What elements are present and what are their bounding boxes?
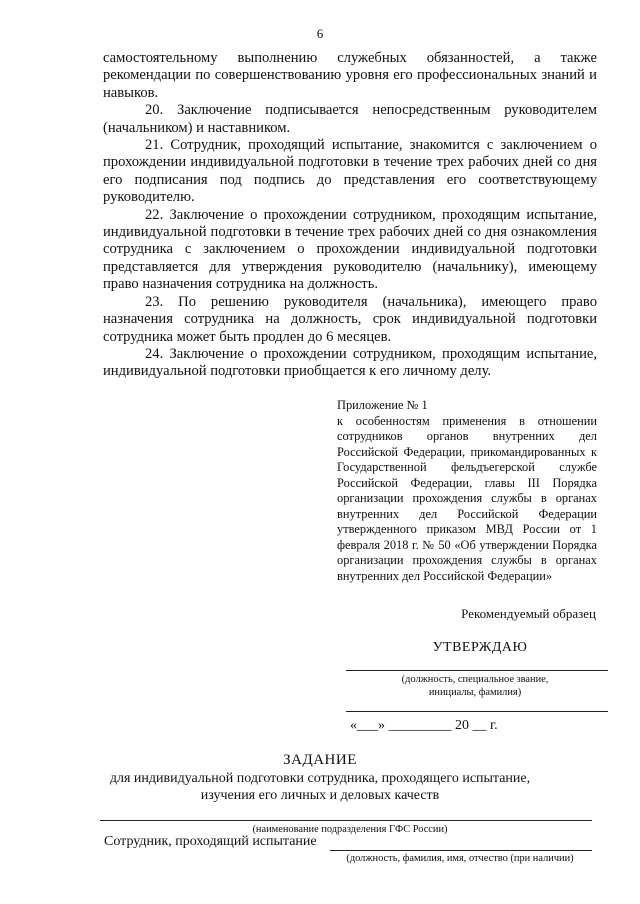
sample-label: Рекомендуемый образец	[461, 606, 596, 621]
paragraph-23: 23. По решению руководителя (начальника), имеющего право назначения сотрудника на должность, срок индивидуальной подготовки сотрудника может быть продлен до 6 месяцев.	[103, 293, 597, 345]
body-text	[103, 50, 597, 381]
position-signature-line	[346, 670, 608, 671]
task-subtitle: для индивидуальной подготовки сотрудника, проходящего испытание, изучения его личных и деловых качеств	[109, 771, 531, 803]
employee-line	[330, 850, 592, 851]
approve-label: УТВЕРЖДАЮ	[432, 640, 528, 655]
paragraph-24: 24. Заключение о прохождении сотрудником, проходящим испытание, индивидуальной подготовки приобщается к его личному делу.	[103, 345, 597, 380]
paragraph-continuation: самостоятельному выполнению служебных обязанностей, а также рекомендации по совершенствованию уровня его профессиональных знаний и навыков.	[103, 50, 597, 101]
date-line: «___» _________ 20 __ г.	[350, 718, 498, 733]
page-number: 6	[316, 26, 324, 41]
employee-caption: (должность, фамилия, имя, отчество (при наличии)	[346, 853, 574, 864]
appendix-text: к особенностям применения в отношении сотрудников органов внутренних дел Российской Федерации, прикомандированных к Государственной фельдъегерской службе Российской Федерации, главы III Порядка организации прохождения службы в органах внутренних дел Российской Федерации утвержденного приказом МВД России от 1 февраля 2018 г. № 50 «Об утверждении Порядка организации прохождения службы в органах внутренних дел Российской Федерации»	[337, 413, 597, 583]
appendix-block	[337, 398, 597, 584]
task-title: ЗАДАНИЕ	[283, 752, 357, 768]
employee-label: Сотрудник, проходящий испытание	[104, 834, 317, 849]
date-top-line	[346, 711, 608, 712]
unit-caption: (наименование подразделения ГФС России)	[252, 824, 448, 835]
paragraph-20: 20. Заключение подписывается непосредственным руководителем (начальником) и наставником.	[103, 102, 597, 136]
paragraph-21: 21. Сотрудник, проходящий испытание, знакомится с заключением о прохождении индивидуальной подготовки в течение трех рабочих дней со дня его подписания под подпись до представления его соответствующему руководителю.	[103, 137, 597, 206]
unit-line	[100, 820, 592, 821]
appendix-title: Приложение № 1	[337, 398, 428, 412]
paragraph-22: 22. Заключение о прохождении сотрудником, проходящим испытание, индивидуальной подготовки в течение трех рабочих дней со дня ознакомления сотрудника с заключением о прохождении индивидуальной подготовки представляется для утверждения руководителю (начальнику), имеющему право назначения сотрудника на должность.	[103, 206, 597, 293]
position-caption: (должность, специальное звание, инициалы, фамилия)	[401, 674, 549, 698]
